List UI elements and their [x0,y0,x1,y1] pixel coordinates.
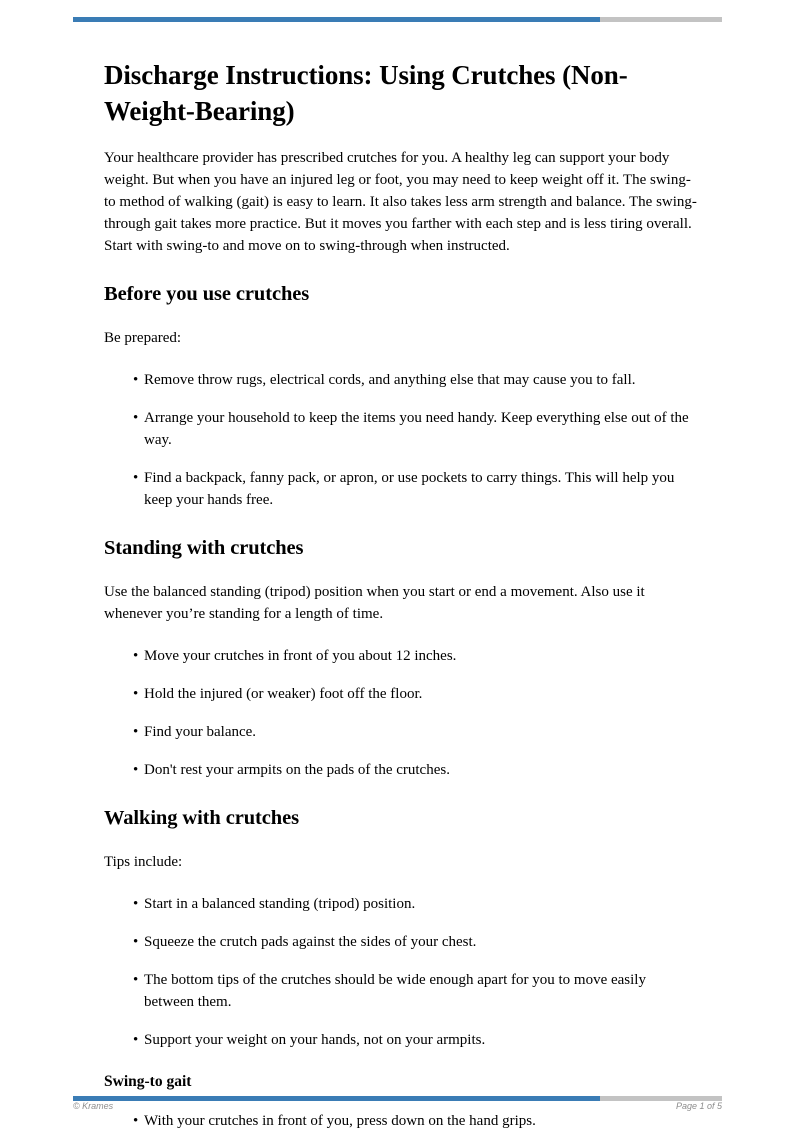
standing-lead-text: Use the balanced standing (tripod) position when you start or end a movement. Also use it whenever you’re standing for a length of time. [104,583,645,622]
standing-bullet-list [104,645,698,781]
section-heading-walking-with-crutches: Walking with crutches [104,807,299,830]
list-item-text: With your crutches in front of you, press down on the hand grips. [144,1112,536,1129]
list-item-text: Don't rest your armpits on the pads of the crutches. [144,762,450,779]
list-item [104,931,698,953]
bullet-icon: • [133,470,139,487]
list-item-text: Remove throw rugs, electrical cords, and anything else that may cause you to fall. [144,372,636,389]
bullet-icon: • [133,1032,139,1049]
footer-divider-blue-segment [73,1096,600,1101]
swing-to-gait-bullet-list [104,1110,698,1132]
list-item [104,721,698,743]
list-item [104,467,698,511]
walking-bullet-list [104,893,698,1051]
list-item [104,369,698,391]
list-item [104,893,698,915]
list-item [104,1029,698,1051]
list-item [104,645,698,667]
page-title: Discharge Instructions: Using Crutches (Non-Weight-Bearing) [104,60,628,126]
before-bullet-list [104,369,698,511]
list-item-text: Support your weight on your hands, not on your armpits. [144,1032,486,1049]
footer-copyright: © Krames [73,1101,114,1111]
list-item-text: Find your balance. [144,724,257,741]
bullet-icon: • [133,762,139,779]
list-item [104,759,698,781]
list-item-text: Find a backpack, fanny pack, or apron, or use pockets to carry things. This will help you keep your hands free. [144,470,675,509]
bullet-icon: • [133,410,139,427]
list-item-text: Move your crutches in front of you about 12 inches. [144,648,457,665]
list-item [104,407,698,451]
section-heading-before-you-use-crutches: Before you use crutches [104,283,310,306]
footer-page-number: Page 1 of 5 [675,1101,722,1111]
list-item-text: Start in a balanced standing (tripod) position. [144,895,416,912]
bullet-icon: • [133,971,139,988]
list-item [104,683,698,705]
footer-divider-bar [73,1096,722,1101]
list-item-text: Squeeze the crutch pads against the sides of your chest. [144,933,477,950]
bullet-icon: • [133,933,139,950]
bullet-icon: • [133,1112,139,1129]
list-item-text: Hold the injured (or weaker) foot off the floor. [144,686,423,703]
bullet-icon: • [133,686,139,703]
before-lead-text: Be prepared: [104,330,182,347]
bullet-icon: • [133,895,139,912]
walking-lead-text: Tips include: [104,853,183,870]
document-page [104,0,698,1132]
list-item-text: The bottom tips of the crutches should be wide enough apart for you to move easily between them. [144,971,646,1011]
bullet-icon: • [133,724,139,741]
bullet-icon: • [133,648,139,665]
section-heading-standing-with-crutches: Standing with crutches [104,537,304,560]
list-item [104,969,698,1013]
subsection-heading-swing-to-gait: Swing-to gait [104,1073,192,1091]
intro-paragraph: Your healthcare provider has prescribed crutches for you. A healthy leg can support your body weight. But when you have an injured leg or foot, you may need to keep weight off it. The swing-to method of walking (gait) is easy to learn. It also takes less arm strength and balance. The swing-through gait takes more practice. But it moves you farther with each step and is less tiring overall. Start with swing-to and move on to swing-through when instructed. [104,150,697,255]
bullet-icon: • [133,372,139,389]
list-item [104,1110,698,1132]
list-item-text: Arrange your household to keep the items you need handy. Keep everything else out of the way. [144,410,689,449]
